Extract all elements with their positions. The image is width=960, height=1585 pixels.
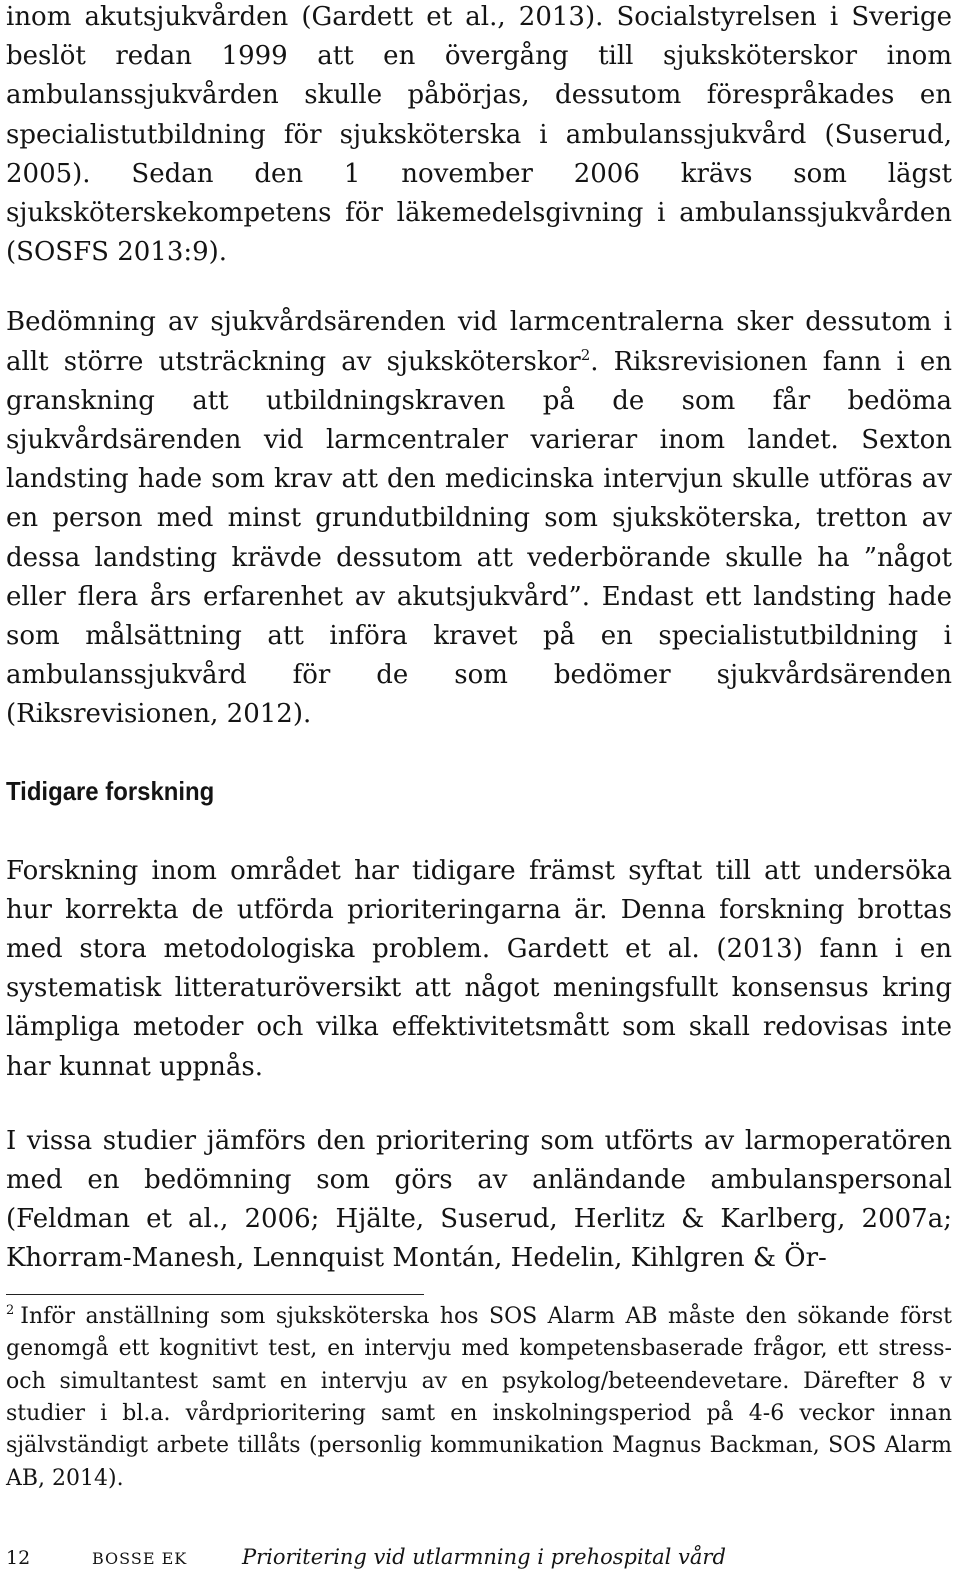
page-body: [6, 0, 952, 1495]
footnote-divider: [6, 1294, 424, 1295]
footnote: [6, 1301, 952, 1495]
body-paragraph-4: I vissa studier jämförs den prioritering som utförts av larmoperatören med en bedömning som görs av anländande ambulanspersonal (Feldman et al., 2006; Hjälte, Suserud, Herlitz & Karlberg, 2007a; Khorram-Manesh, Lennquist Montán, Hedelin, Kihlgren & Ör-: [6, 1125, 952, 1274]
running-title: Prioritering vid utlarmning i prehospital vård: [242, 1545, 726, 1569]
paragraph-2-start: Bedömning av sjukvårdsärenden vid larmcentralerna sker dessutom i allt större utsträckning av sjuksköterskor: [6, 307, 952, 377]
body-paragraph-2: [6, 303, 952, 734]
footnote-marker: 2: [6, 1302, 15, 1318]
body-paragraph-3: Forskning inom området har tidigare främst syftat till att undersöka hur korrekta de utförda prioriteringarna är. Denna forskning brottas med stora metodologiska problem. Gardett et al. (2013) fann i en systematisk litteraturöversikt att något meningsfullt konsensus kring lämpliga metoder och vilka effektivitetsmått som skall redovisas inte har kunnat uppnås.: [6, 855, 952, 1082]
running-author: BOSSE EK: [92, 1549, 188, 1568]
page-number: 12: [6, 1547, 31, 1569]
section-heading: Tidigare forskning: [6, 775, 215, 806]
footnote-reference[interactable]: 2: [580, 345, 591, 364]
body-paragraph-1: inom akutsjukvården (Gardett et al., 2013). Socialstyrelsen i Sverige beslöt redan 1999 att en övergång till sjuksköterskor inom ambulanssjukvården skulle påbörjas, dessutom förespråkades en specialistutbildning för sjuksköterska i ambulanssjukvård (Suserud, 2005). Sedan den 1 november 2006 krävs som lägst sjuksköterskekompetens för läkemedelsgivning i ambulanssjukvården (SOSFS 2013:9).: [6, 2, 952, 268]
paragraph-2-rest: . Riksrevisionen fann i en granskning att utbildningskraven på de som får bedöma sjukvårdsärenden vid larmcentraler varierar inom landet. Sexton landsting hade som krav att den medicinska intervjun skulle utföras av en person med minst grundutbildning som sjuksköterska, tretton av dessa landsting krävde dessutom att vederbörande skulle ha ”något eller flera års erfarenhet av akutsjukvård”. Endast ett landsting hade som målsättning att införa kravet på en specialistutbildning i ambulanssjukvård för de som bedömer sjukvårdsärenden (Riksrevisionen, 2012).: [6, 346, 952, 730]
footnote-text: Inför anställning som sjuksköterska hos SOS Alarm AB måste den sökande först genomgå ett kognitivt test, en intervju med kompetensbaserade frågor, ett stress- och simultantest samt en intervju av en psykolog/beteendevetare. Därefter 8 v studier i bl.a. vårdprioritering samt en inskolningsperiod på 4-6 veckor innan självständigt arbete tillåts (personlig kommunikation Magnus Backman, SOS Alarm AB, 2014).: [6, 1303, 952, 1491]
